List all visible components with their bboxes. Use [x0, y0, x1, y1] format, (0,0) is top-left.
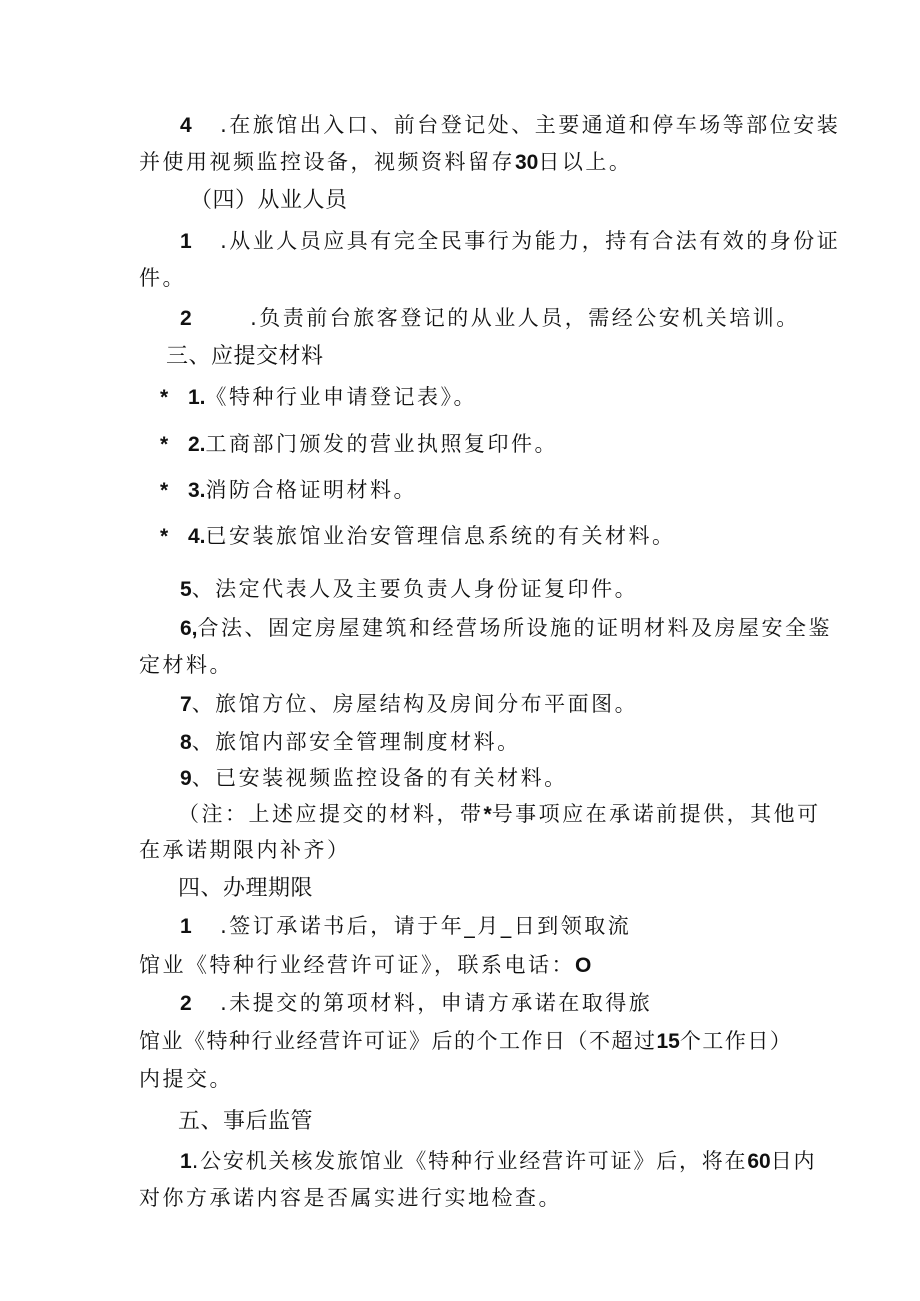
material-item-3 [160, 476, 417, 505]
item-text: 日内 [770, 1149, 817, 1173]
required-star: * [160, 386, 171, 409]
material-item-7 [180, 690, 638, 719]
item-number: 1 [180, 230, 192, 253]
item-number: 5 [180, 578, 192, 601]
material-item-6-line1 [180, 614, 832, 643]
item-number: 2. [188, 433, 206, 456]
item-text: 个工作日） [679, 1029, 793, 1053]
item-text: .从业人员应具有完全民事行为能力，持有合法有效的身份证 [220, 229, 841, 253]
section-heading-staff: （四）从业人员 [190, 188, 348, 213]
item-number: 6, [180, 617, 198, 640]
item-number: 7 [180, 693, 192, 716]
item-text: 馆业《特种行业经营许可证》后的个工作日（不超过 [139, 1029, 657, 1053]
item-text: 日以上。 [538, 150, 633, 174]
item-text: .在旅馆出入口、前台登记处、主要通道和停车场等部位安装 [220, 113, 841, 137]
note-star: * [483, 803, 492, 826]
material-item-2 [160, 430, 558, 459]
material-item-4 [160, 522, 676, 551]
item-text: .负责前台旅客登记的从业人员，需经公安机关培训。 [250, 306, 800, 330]
item-number: 1 [180, 1150, 192, 1173]
item-number: 4. [188, 525, 206, 548]
paragraph-staff-item2 [180, 304, 800, 333]
period-item2-line1 [180, 989, 652, 1018]
item-text: 已安装旅馆业治安管理信息系统的有关材料。 [205, 524, 676, 548]
section-heading-supervision: 五、事后监管 [178, 1109, 314, 1134]
period-item1-line2 [139, 951, 591, 980]
material-item-9 [180, 764, 568, 793]
item-number: 9 [180, 767, 192, 790]
paragraph-item4-line2 [139, 148, 632, 177]
note-text: 号事项应在承诺前提供，其他可 [491, 802, 821, 826]
section-heading-materials: 三、应提交材料 [166, 344, 324, 369]
item-text: 、已安装视频监控设备的有关材料。 [191, 766, 568, 790]
materials-note-line2: 在承诺期限内补齐） [139, 838, 351, 862]
item-number: 1. [188, 386, 206, 409]
supervision-item1-line1 [180, 1147, 816, 1176]
item-text: 消防合格证明材料。 [205, 478, 418, 502]
item-text: 工商部门颁发的营业执照复印件。 [205, 432, 559, 456]
item-number: 1 [180, 915, 192, 938]
required-star: * [160, 479, 171, 502]
required-star: * [160, 433, 171, 456]
paragraph-item4-line1 [180, 111, 840, 140]
material-item-6-line2: 定材料。 [139, 653, 233, 677]
section-heading-period: 四、办理期限 [178, 876, 314, 901]
note-text: （注：上述应提交的材料，带 [178, 802, 484, 826]
item-text: 、旅馆方位、房屋结构及房间分布平面图。 [191, 692, 639, 716]
retention-days: 30 [515, 151, 539, 174]
item-number: 2 [180, 307, 192, 330]
materials-note-line1 [178, 800, 821, 829]
item-number: 2 [180, 992, 192, 1015]
item-text: .公安机关核发旅馆业《特种行业经营许可证》后，将在 [191, 1149, 748, 1173]
material-item-1 [160, 383, 477, 412]
max-workdays: 15 [656, 1030, 680, 1053]
contact-phone: O [575, 954, 592, 977]
item-number: 4 [180, 114, 192, 137]
item-text: 、旅馆内部安全管理制度材料。 [191, 730, 521, 754]
item-number: 8 [180, 731, 192, 754]
material-item-5 [180, 575, 638, 604]
item-text: 、法定代表人及主要负责人身份证复印件。 [191, 577, 639, 601]
item-text: .未提交的第项材料，申请方承诺在取得旅 [220, 991, 653, 1015]
paragraph-staff-item1-line2: 件。 [139, 266, 186, 290]
item-text: 《特种行业申请登记表》。 [205, 385, 478, 409]
item-text: 馆业《特种行业经营许可证》，联系电话： [139, 953, 575, 977]
period-item1-line1 [180, 912, 631, 941]
item-text: .签订承诺书后，请于年_月_日到领取流 [220, 914, 632, 938]
period-item2-line3: 内提交。 [139, 1067, 233, 1091]
item-text: 并使用视频监控设备，视频资料留存 [139, 150, 515, 174]
supervision-item1-line2: 对你方承诺内容是否属实进行实地检查。 [139, 1186, 562, 1210]
paragraph-staff-item1-line1 [180, 227, 840, 256]
material-item-8 [180, 728, 521, 757]
period-item2-line2 [139, 1027, 792, 1056]
inspection-days: 60 [747, 1150, 771, 1173]
item-number: 3. [188, 479, 206, 502]
required-star: * [160, 525, 171, 548]
item-text: 合法、固定房屋建筑和经营场所设施的证明材料及房屋安全鉴 [197, 616, 833, 640]
